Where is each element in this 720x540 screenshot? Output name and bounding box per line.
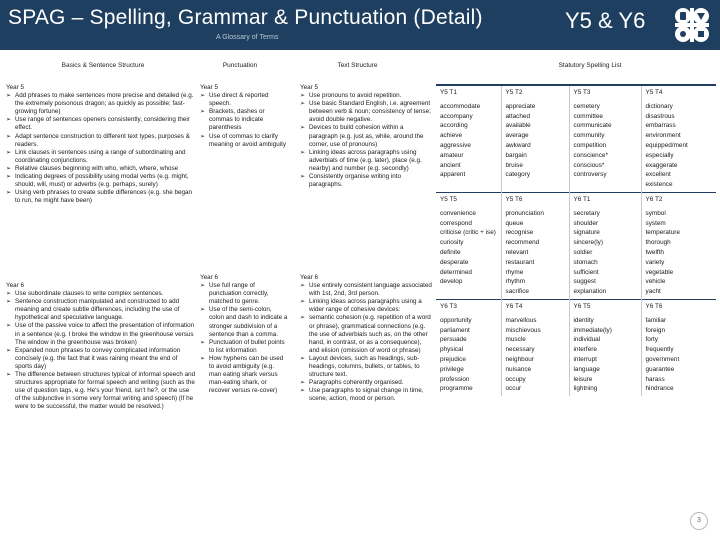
header-bar (0, 0, 720, 50)
spelling-word: communicate (573, 122, 612, 130)
spelling-word: interfere (573, 346, 597, 354)
basics-year6-label: Year 6 (6, 282, 24, 289)
spelling-word: language (573, 365, 600, 373)
spelling-word: controversy (573, 171, 607, 179)
spelling-word: cemetery (573, 102, 600, 110)
spelling-word: government (645, 355, 680, 363)
spelling-word: competition (573, 141, 607, 149)
punctuation-year6-item: ➢ Use of the semi-colon, colon and dash to indicate a stronger subdivision of a sentence than a comma. (200, 306, 288, 338)
spelling-word: average (505, 132, 529, 140)
basics-year5-item: ➢ Indicating degrees of possibility using modal verbs (e.g. might, should, will, must) or adverbs (e.g. perhaps, surely) (6, 173, 196, 189)
basics-year5-item: ➢ Link clauses in sentences using a range of subordinating and coordinating conjunctions. (6, 149, 196, 165)
spelling-word: equipped/ment (645, 141, 688, 149)
spelling-word: immediate(ly) (573, 326, 612, 334)
basics-year6-item: ➢ The difference between structures typical of informal speech and structures appropriate for formal speech and writing (such as the use of question tags, e.g. He's your friend, isn't he?, or the use of the subjunctive in some very formal writing and speech) (If he were to be successful, the matter would be resolved.) (6, 371, 196, 411)
spelling-word: recognise (505, 229, 534, 237)
spelling-word: privilege (440, 365, 464, 373)
spelling-word: system (645, 219, 666, 227)
spelling-word: conscience* (573, 151, 608, 159)
text-structure-heading: Text Structure (337, 62, 378, 69)
spelling-word: explanation (573, 288, 607, 296)
text-year5-item: ➢ Consistently organise writing into paragraphs. (300, 173, 432, 189)
spelling-term-header-row (436, 192, 716, 205)
year-group-label: Y5 & Y6 (565, 8, 646, 33)
spelling-word: frequently (645, 346, 674, 354)
page-number: 3 (690, 512, 708, 530)
spelling-word: restaurant (505, 258, 535, 266)
spelling-word: exaggerate (645, 161, 678, 169)
spelling-word-row (436, 313, 716, 396)
spelling-word: appreciate (505, 102, 536, 110)
punctuation-year5 (200, 84, 288, 149)
spelling-word: shoulder (573, 219, 599, 227)
basics-year6-item: ➢ Expanded noun phrases to convey complicated information concisely (e.g. the fact that it was raining meant the end of sports day) (6, 347, 196, 371)
basics-year6-list (6, 290, 196, 411)
spelling-word: soldier (573, 248, 593, 256)
basics-year6-item: ➢ Use of the passive voice to affect the presentation of information in a sentence (e.g. I broke the window in the greenhouse versus The window in the greenhouse was broken) (6, 322, 196, 346)
spelling-term-header: Y6 T6 (641, 299, 716, 312)
spelling-word: hindrance (645, 385, 674, 393)
spelling-word: individual (573, 336, 601, 344)
spelling-word-cell (569, 313, 641, 396)
spelling-word: physical (440, 346, 464, 354)
spelling-word: bargain (505, 151, 527, 159)
spelling-word: guarantee (645, 365, 675, 373)
spelling-word: symbol (645, 209, 666, 217)
spelling-word: forty (645, 336, 658, 344)
text-year6-item: ➢ Use entirely consistent language associated with 1st, 2nd, 3rd person. (300, 282, 432, 298)
spelling-word: awkward (505, 141, 531, 149)
spelling-word: parliament (440, 326, 470, 334)
spelling-word-cell (569, 206, 641, 300)
spelling-word: ancient (440, 161, 461, 169)
text-year6-item: ➢ Paragraphs coherently organised. (300, 379, 432, 387)
spelling-word: determined (440, 268, 472, 276)
spelling-word-cell (436, 99, 501, 193)
spelling-word: variety (645, 258, 665, 266)
spelling-word: marvellous (505, 316, 537, 324)
spelling-word: harass (645, 375, 665, 383)
punctuation-year6-item: ➢ How hyphens can be used to avoid ambiguity (e.g. man eating shark versus man-eating shark, or recover versus re-cover) (200, 355, 288, 395)
spelling-word: embarrass (645, 122, 676, 130)
spelling-word: yacht (645, 288, 661, 296)
text-year6-item: ➢ semantic cohesion (e.g. repetition of a word or phrase), grammatical connections (e.g. the use of adverbials such as, on the other hand, in contrast, or as a consequence), and elision (omission of word or phrase) (300, 314, 432, 354)
spelling-word: relevant (505, 248, 529, 256)
spelling-word: dictionary (645, 102, 673, 110)
text-year6-item: ➢ Use paragraphs to signal change in time, scene, action, mood or person. (300, 387, 432, 403)
spelling-word: environment (645, 132, 681, 140)
spelling-word: conscious* (573, 161, 605, 169)
basics-year6 (6, 282, 196, 412)
punctuation-year6-item: ➢ Use full range of punctuation correctly, matched to genre. (200, 282, 288, 306)
spelling-word: sufficient (573, 268, 599, 276)
punctuation-year5-item: ➢ Brackets, dashes or commas to indicate parenthesis (200, 108, 288, 132)
spelling-term-header: Y6 T5 (569, 299, 641, 312)
spelling-word: interrupt (573, 355, 597, 363)
page-title: SPAG – Spelling, Grammar & Punctuation (Detail) (8, 6, 483, 29)
punctuation-year6 (200, 274, 288, 395)
text-year6-item: ➢ Linking ideas across paragraphs using a wider range of cohesive devices: (300, 298, 432, 314)
spelling-word-cell (641, 313, 716, 396)
spelling-word: nuisance (505, 365, 532, 373)
spelling-word: definite (440, 248, 461, 256)
spelling-word: prejudice (440, 355, 466, 363)
spelling-word: vegetable (645, 268, 674, 276)
spelling-word-cell (436, 313, 501, 396)
spelling-word: according (440, 122, 468, 130)
spelling-word: available (505, 122, 531, 130)
spelling-word: community (573, 132, 605, 140)
spelling-word-cell (641, 206, 716, 300)
text-year6 (300, 274, 432, 404)
spelling-word: opportunity (440, 316, 472, 324)
spelling-word: committee (573, 112, 603, 120)
spelling-heading: Statutory Spelling List (558, 62, 622, 69)
punctuation-year6-list (200, 282, 288, 395)
spelling-word: achieve (440, 132, 463, 140)
spelling-word: familiar (645, 316, 667, 324)
spelling-word-cell (569, 99, 641, 193)
spelling-word: recommend (505, 239, 540, 247)
spelling-word: twelfth (645, 248, 664, 256)
spelling-word: apparent (440, 171, 466, 179)
spelling-word-cell (436, 206, 501, 300)
basics-year5-item: ➢ Add phrases to make sentences more precise and detailed (e.g. the extremely poisonous dragon; as quickly as possible; fast-growing fortune) (6, 92, 196, 116)
punctuation-year6-item: ➢ Punctuation of bullet points to list information (200, 339, 288, 355)
text-year5-item: ➢ Use basic Standard English, i.e. agreement between verb & noun; consistency of tense; avoid double negative. (300, 100, 432, 124)
spelling-word: rhythm (505, 278, 526, 286)
basics-year5-item: ➢ Relative clauses beginning with who, which, where, whose (6, 165, 196, 173)
text-year6-label: Year 6 (300, 274, 318, 281)
text-year5-item: ➢ Devices to build cohesion within a paragraph (e.g. just as, while, around the corner, use of pronouns) (300, 124, 432, 148)
spelling-word: criticise (critic + ise) (440, 229, 496, 237)
spelling-word-cell (501, 313, 569, 396)
spelling-word: suggest (573, 278, 596, 286)
spelling-word: mischievous (505, 326, 541, 334)
spelling-word: vehicle (645, 278, 666, 286)
punctuation-year5-item: ➢ Use direct & reported speech. (200, 92, 288, 108)
spelling-word-cell (501, 99, 569, 193)
spelling-term-header: Y5 T3 (569, 85, 641, 99)
spelling-term-header: Y6 T1 (569, 192, 641, 205)
spelling-word: neighbour (505, 355, 534, 363)
spelling-word: existence (645, 181, 673, 189)
spelling-word-cell (641, 99, 716, 193)
spelling-word: disastrous (645, 112, 675, 120)
punctuation-year5-list (200, 92, 288, 149)
text-year5 (300, 84, 432, 189)
spelling-word-row (436, 99, 716, 193)
spelling-word: pronunciation (505, 209, 544, 217)
spelling-term-header: Y6 T3 (436, 299, 501, 312)
spelling-term-header: Y5 T2 (501, 85, 569, 99)
spelling-word: stomach (573, 258, 598, 266)
text-year6-list (300, 282, 432, 403)
spelling-word: muscle (505, 336, 526, 344)
spelling-word: queue (505, 219, 524, 227)
spelling-term-header: Y5 T6 (501, 192, 569, 205)
spelling-word: occur (505, 385, 522, 393)
text-year5-label: Year 5 (300, 84, 318, 91)
basics-year5 (6, 84, 196, 205)
spelling-word-row (436, 206, 716, 300)
spelling-term-header: Y5 T5 (436, 192, 501, 205)
spelling-word: leisure (573, 375, 593, 383)
spelling-word: signature (573, 229, 600, 237)
spelling-term-header-row (436, 299, 716, 312)
spelling-table (436, 84, 716, 396)
basics-year5-list (6, 92, 196, 205)
spelling-term-header: Y5 T4 (641, 85, 716, 99)
spelling-word: bruise (505, 161, 523, 169)
text-year6-item: ➢ Layout devices, such as headings, sub-headings, columns, bullets, or tables, to structure text. (300, 355, 432, 379)
spelling-word: accompany (440, 112, 473, 120)
spelling-word: desperate (440, 258, 469, 266)
punctuation-year6-label: Year 6 (200, 274, 218, 281)
spelling-word: correspond (440, 219, 472, 227)
basics-year5-label: Year 5 (6, 84, 24, 91)
punctuation-year5-item: ➢ Use of commas to clarify meaning or avoid ambiguity (200, 133, 288, 149)
spelling-word: category (505, 171, 531, 179)
basics-year5-item: ➢ Use range of sentences openers consistently, considering their effect. (6, 116, 196, 132)
spelling-word: sacrifice (505, 288, 529, 296)
basics-heading: Basics & Sentence Structure (61, 62, 145, 69)
text-year5-item: ➢ Use pronouns to avoid repetition. (300, 92, 432, 100)
basics-year6-item: ➢ Use subordinate clauses to write complex sentences. (6, 290, 196, 298)
spelling-word: accommodate (440, 102, 481, 110)
punctuation-year5-label: Year 5 (200, 84, 218, 91)
spelling-word: curiosity (440, 239, 464, 247)
spelling-word-cell (501, 206, 569, 300)
spelling-word: rhyme (505, 268, 524, 276)
school-crest-icon (672, 5, 712, 45)
spelling-word: occupy (505, 375, 526, 383)
spelling-term-header: Y5 T1 (436, 85, 501, 99)
spelling-word: thorough (645, 239, 671, 247)
spelling-word: identity (573, 316, 594, 324)
spelling-word: foreign (645, 326, 666, 334)
spelling-word: sincere(ly) (573, 239, 603, 247)
spelling-word: develop (440, 278, 463, 286)
spelling-word: profession (440, 375, 470, 383)
spelling-word: necessary (505, 346, 535, 354)
text-year5-list (300, 92, 432, 189)
spelling-term-header-row (436, 85, 716, 99)
spelling-word: secretary (573, 209, 600, 217)
punctuation-heading: Punctuation (222, 62, 258, 69)
spelling-word: temperature (645, 229, 680, 237)
spelling-word: persuade (440, 336, 467, 344)
spelling-word: aggressive (440, 141, 471, 149)
spelling-word: convenience (440, 209, 476, 217)
basics-year5-item: ➢ Using verb phrases to create subtle differences (e.g. she began to run, he might have been) (6, 189, 196, 205)
basics-year5-item: ➢ Adapt sentence construction to different text types, purposes & readers. (6, 133, 196, 149)
spelling-word: lightning (573, 385, 598, 393)
spelling-word: especially (645, 151, 674, 159)
spelling-word: amateur (440, 151, 464, 159)
text-year5-item: ➢ Linking ideas across paragraphs using adverbials of time (e.g. later), place (e.g. nearby) and number (e.g. secondly) (300, 149, 432, 173)
spelling-word: programme (440, 385, 473, 393)
basics-year6-item: ➢ Sentence construction manipulated and constructed to add meaning and create subtle differences, including the use of hypothetical and speculative language. (6, 298, 196, 322)
spelling-word: attached (505, 112, 531, 120)
spelling-term-header: Y6 T4 (501, 299, 569, 312)
spelling-term-header: Y6 T2 (641, 192, 716, 205)
spelling-word: excellent (645, 171, 671, 179)
page-subtitle: A Glossary of Terms (216, 34, 279, 41)
